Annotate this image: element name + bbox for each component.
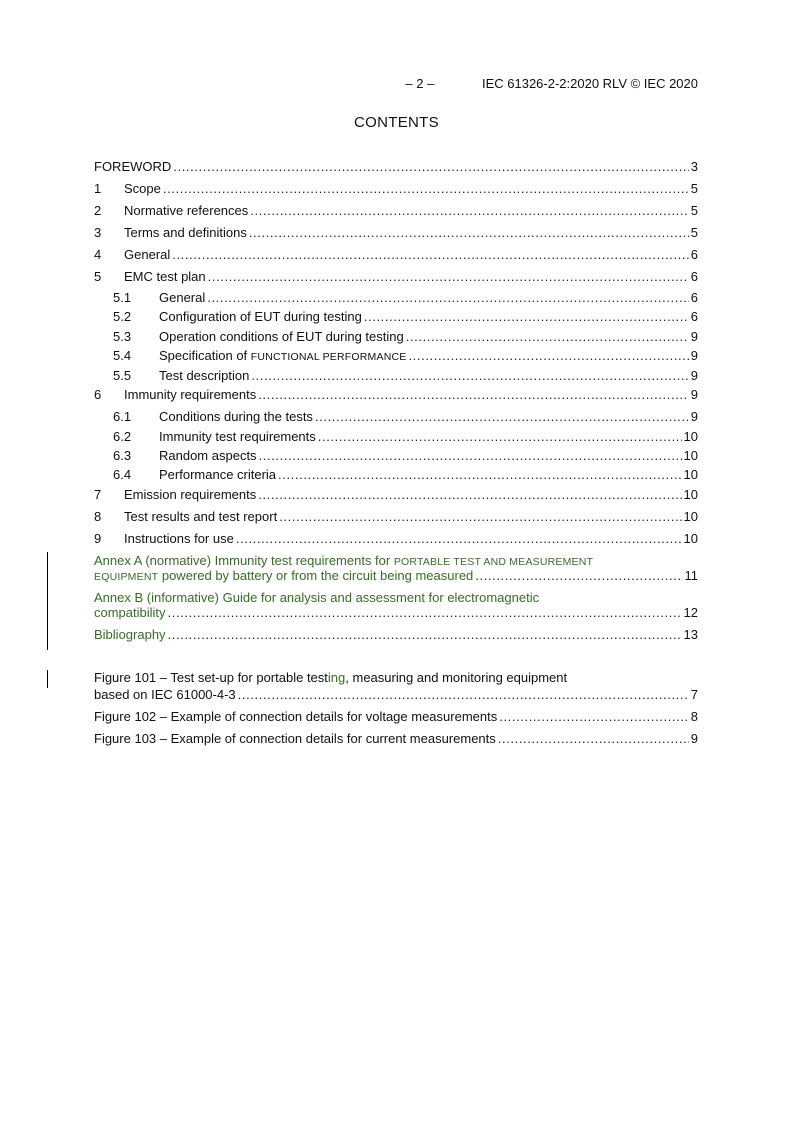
toc-page: 9 [690, 348, 698, 363]
toc-label: Configuration of EUT during testing [159, 309, 362, 324]
annex-a-title-2: powered by battery or from the circuit being measured [158, 568, 474, 583]
toc-number: 2 [94, 203, 102, 218]
toc-number: 3 [94, 225, 102, 240]
toc-number: 5.3 [113, 329, 132, 344]
toc-entry-foreword[interactable] [94, 157, 698, 177]
toc-label: Scope [124, 181, 161, 196]
toc-page: 10 [683, 487, 698, 502]
toc-page: 10 [683, 531, 698, 546]
toc-label: Test results and test report [124, 509, 278, 524]
toc-entry-5-1[interactable] [94, 288, 698, 308]
toc-page: 9 [690, 368, 698, 383]
toc-entry-bibliography[interactable] [94, 625, 698, 645]
toc-page: 5 [690, 225, 698, 240]
leader-dots [499, 707, 689, 727]
figure-101-title-rest: , measuring and monitoring equipment [345, 670, 568, 685]
toc-number: 5.4 [113, 348, 132, 363]
toc-entry-annex-b-line2[interactable] [94, 603, 698, 623]
toc-page: 10 [683, 509, 698, 524]
leader-dots [250, 201, 688, 221]
toc-entry-test-results[interactable] [94, 507, 698, 527]
toc-number: 6.4 [113, 467, 132, 482]
annex-a-smallcaps-2: EQUIPMENT [94, 571, 159, 583]
leader-dots [168, 603, 682, 623]
page-number: – 2 – [405, 76, 435, 91]
leader-dots [208, 267, 689, 287]
figure-101-title: Figure 101 – Test set-up for portable test [94, 670, 328, 685]
toc-page: 5 [690, 181, 698, 196]
toc-page: 9 [690, 387, 698, 402]
toc-entry-6-1[interactable] [94, 407, 698, 427]
leader-dots [173, 157, 688, 177]
figure-101-line2[interactable] [94, 685, 698, 705]
toc-label: EMC test plan [124, 269, 206, 284]
toc-label: compatibility [94, 605, 166, 620]
toc-page: 13 [683, 627, 698, 642]
toc-page: 8 [690, 709, 698, 724]
leader-dots [498, 729, 689, 749]
revision-change-bar [47, 670, 48, 688]
leader-dots [278, 465, 681, 485]
toc-label: Conditions during the tests [159, 409, 313, 424]
leader-dots [251, 366, 688, 386]
toc-entry-emc-test-plan[interactable] [94, 267, 698, 287]
toc-label: based on IEC 61000-4-3 [94, 687, 236, 702]
toc-label: Normative references [124, 203, 249, 218]
toc-label: Operation conditions of EUT during testing [159, 329, 404, 344]
toc-number: 5.2 [113, 309, 132, 324]
leader-dots [406, 327, 689, 347]
toc-number: 1 [94, 181, 102, 196]
toc-label: Terms and definitions [124, 225, 247, 240]
toc-label-smallcaps: FUNCTIONAL PERFORMANCE [250, 351, 407, 363]
toc-label: Test description [159, 368, 250, 383]
toc-page: 9 [690, 409, 698, 424]
toc-page: 5 [690, 203, 698, 218]
toc-page: 11 [684, 568, 698, 583]
toc-label: Emission requirements [124, 487, 257, 502]
toc-page: 7 [690, 687, 698, 702]
leader-dots [279, 507, 681, 527]
toc-label: Immunity requirements [124, 387, 257, 402]
page-title: CONTENTS [354, 114, 439, 131]
leader-dots [258, 385, 689, 405]
leader-dots [207, 288, 689, 308]
toc-entry-terms[interactable] [94, 223, 698, 243]
toc-label: Bibliography [94, 627, 166, 642]
toc-entry-5-3[interactable] [94, 327, 698, 347]
toc-number: 9 [94, 531, 102, 546]
toc-page: 9 [690, 731, 698, 746]
toc-label: Instructions for use [124, 531, 234, 546]
toc-page: 10 [683, 448, 698, 463]
toc-page: 12 [683, 605, 698, 620]
annex-a-smallcaps: PORTABLE TEST AND MEASUREMENT [393, 556, 594, 568]
toc-number: 6.3 [113, 448, 132, 463]
toc-entry-normative-references[interactable] [94, 201, 698, 221]
leader-dots [238, 685, 689, 705]
leader-dots [259, 446, 682, 466]
toc-entry-6-3[interactable] [94, 446, 698, 466]
figure-102-entry[interactable] [94, 707, 698, 727]
toc-entry-instructions[interactable] [94, 529, 698, 549]
toc-page: 6 [690, 247, 698, 262]
toc-number: 8 [94, 509, 102, 524]
toc-entry-scope[interactable] [94, 179, 698, 199]
toc-entry-6-4[interactable] [94, 465, 698, 485]
toc-label [94, 566, 473, 586]
toc-page: 6 [690, 269, 698, 284]
leader-dots [408, 346, 688, 366]
toc-number: 6.2 [113, 429, 132, 444]
leader-dots [318, 427, 682, 447]
toc-entry-5-2[interactable] [94, 307, 698, 327]
leader-dots [475, 566, 682, 586]
toc-number: 6 [94, 387, 102, 402]
figure-103-entry[interactable] [94, 729, 698, 749]
leader-dots [172, 245, 689, 265]
leader-dots [258, 485, 681, 505]
toc-entry-general[interactable] [94, 245, 698, 265]
toc-page: 3 [690, 159, 698, 174]
annex-b-title: Annex B (informative) Guide for analysis and assessment for electromagnetic [94, 590, 540, 605]
toc-number: 5.1 [113, 290, 132, 305]
toc-page: 10 [683, 467, 698, 482]
annex-a-title: Annex A (normative) Immunity test requirements for [94, 553, 394, 568]
leader-dots [236, 529, 682, 549]
toc-label [159, 346, 406, 366]
toc-label: General [124, 247, 171, 262]
leader-dots [249, 223, 689, 243]
leader-dots [168, 625, 682, 645]
toc-entry-immunity[interactable] [94, 385, 698, 405]
toc-page: 9 [690, 329, 698, 344]
toc-number: 5.5 [113, 368, 132, 383]
toc-label: Performance criteria [159, 467, 277, 482]
toc-label: Figure 102 – Example of connection details for voltage measurements [94, 709, 498, 724]
toc-label: Immunity test requirements [159, 429, 316, 444]
toc-label: Figure 103 – Example of connection details for current measurements [94, 731, 496, 746]
leader-dots [315, 407, 689, 427]
toc-entry-6-2[interactable] [94, 427, 698, 447]
revision-change-bar [47, 552, 48, 650]
toc-number: 5 [94, 269, 102, 284]
toc-label: General [159, 290, 206, 305]
toc-number: 6.1 [113, 409, 132, 424]
toc-number: 4 [94, 247, 102, 262]
toc-page: 6 [690, 290, 698, 305]
toc-entry-annex-a-line2[interactable] [94, 566, 698, 586]
toc-label: FOREWORD [94, 159, 172, 174]
leader-dots [163, 179, 689, 199]
toc-page: 10 [683, 429, 698, 444]
toc-label-text: Specification of [159, 348, 251, 363]
document-id: IEC 61326-2-2:2020 RLV © IEC 2020 [481, 76, 698, 91]
leader-dots [364, 307, 689, 327]
page-header [405, 76, 698, 91]
toc-label: Random aspects [159, 448, 257, 463]
toc-entry-emission[interactable] [94, 485, 698, 505]
figure-101-insertion: ing [327, 670, 346, 685]
toc-entry-5-5[interactable] [94, 366, 698, 386]
toc-entry-5-4[interactable] [94, 346, 698, 366]
toc-number: 7 [94, 487, 102, 502]
toc-page: 6 [690, 309, 698, 324]
